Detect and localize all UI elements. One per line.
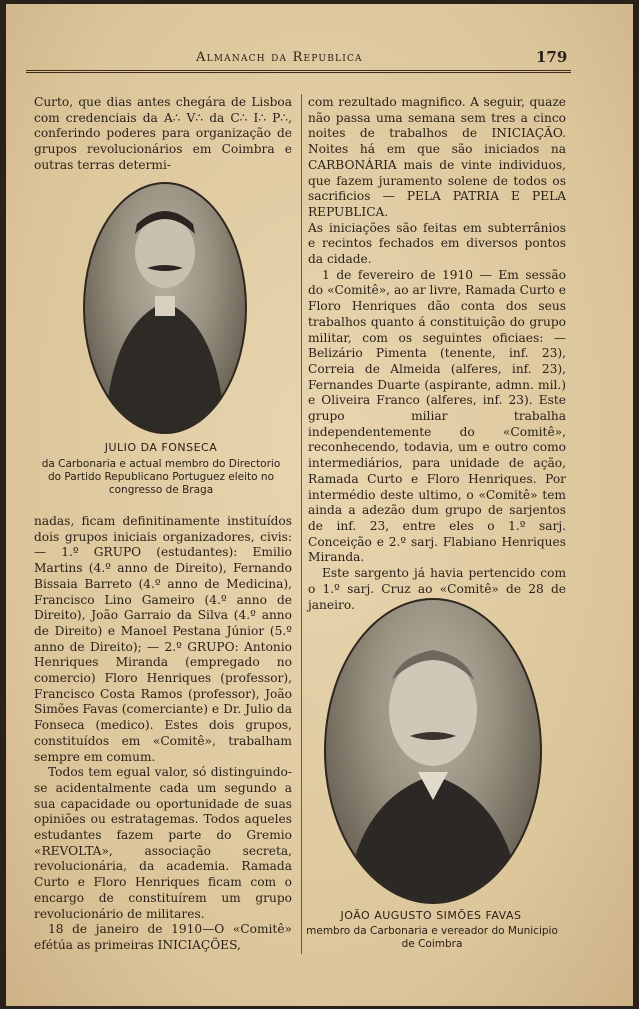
paragraph: 18 de janeiro de 1910—O «Comitê» efétúa as primeiras INICIAÇÕES, <box>34 922 292 952</box>
paragraph: Curto, que dias antes chegára de Lisboa com credenciais da A∴ V∴ da C∴ I∴ P∴, conferindo poderes para organização de grupos revolucionários em Coimbra e outras terras determi- <box>34 95 292 172</box>
header-rule <box>26 70 571 73</box>
portrait1-description: da Carbonaria e actual membro do Directorio do Partido Republicano Portuguez eleito no congresso de Braga <box>41 458 281 496</box>
portrait-figure-icon <box>326 600 540 902</box>
portrait-joao-augusto-simoes-favas <box>324 598 542 904</box>
left-column-top <box>34 95 292 174</box>
portrait1-name: JULIO DA FONSECA <box>104 441 218 454</box>
column-divider <box>301 94 302 954</box>
portrait2-description: membro da Carbonaria e vereador do Municipio de Coimbra <box>306 925 558 950</box>
paragraph: As iniciações são feitas em subterrânios e recintos fechados em diversos pontos da cidade. <box>308 220 566 267</box>
page-header <box>26 48 586 68</box>
page-number: 179 <box>536 48 568 66</box>
left-column-bottom <box>34 514 292 954</box>
paragraph: 1 de fevereiro de 1910 — Em sessão do «Comitê», ao ar livre, Ramada Curto e Floro Henriques dão conta dos seus trabalhos quanto á constituição do grupo militar, com os seguintes oficiaes: — Belizário Pimenta (tenente, inf. 23), Correia de Almeida (alferes, inf. 23), Fernandes Duarte (aspirante, admn. mil.) e Oliveira Franco (alferes, inf. 23). Este grupo miliar trabalha independentemente do «Comitê», reconhecendo, todavia, um e outro como intermediários, para unidade de ação, Ramada Curto e Floro Henriques. Por intermédio deste ultimo, o «Comitê» tem ainda a adezão dum grupo de sarjentos de inf. 23, entre eles o 1.º sarj. Conceição e 2.º sarj. Flabiano Henriques Miranda. <box>308 267 566 565</box>
portrait-julio-da-fonseca <box>83 182 247 434</box>
paragraph: Todos tem egual valor, só distinguindo-se acidentalmente cada um segundo a sua capacidade ou oportunidade de suas opiniões ou estratagemas. Todos aqueles estudantes fazem parte do Gremio «REVOLTA», associação secreta, revolucionária, da academia. Ramada Curto e Floro Henriques ficam com o encargo de constituírem um grupo revolucionário de militares. <box>34 765 292 921</box>
paragraph: com rezultado magnifico. A seguir, quaze não passa uma semana sem tres a cinco noites de trabalhos de INICIAÇÃO. Noites há em que são iniciados na CARBONÁRIA mais de vinte individuos, que fazem juramento solene de todos os sacrificios — PELA PATRIA E PELA REPUBLICA. <box>308 95 566 219</box>
portrait-figure-icon <box>85 184 245 432</box>
running-title: Almanach da Republica <box>196 50 363 65</box>
paragraph: nadas, ficam definitinamente instituídos dois grupos iniciais organizadores, civis: — 1.º GRUPO (estudantes): Emilio Martins (4.º anno de Direito), Fernando Bissaia Barreto (4.º anno de Medicina), Francisco Lino Gameiro (4.º anno de Direito), João Garraio da Silva (4.º anno de Direito) e Manoel Pestana Júnior (5.º anno de Direito); — 2.º GRUPO: Antonio Henriques Miranda (empregado no comercio) Floro Henriques (professor), Francisco Costa Ramos (professor), João Simões Favas (comerciante) e Dr. Julio da Fonseca (medico). Estes dois grupos, constituídos em «Comitê», trabalham sempre em comum. <box>34 514 292 764</box>
book-page <box>6 4 633 1006</box>
paragraph: Este sargento já havia pertencido com o 1.º sarj. Cruz ao «Comitê» de 28 de janeiro. <box>308 566 566 612</box>
right-column-top <box>308 95 566 613</box>
portrait2-name: JOÃO AUGUSTO SIMÕES FAVAS <box>340 909 522 922</box>
